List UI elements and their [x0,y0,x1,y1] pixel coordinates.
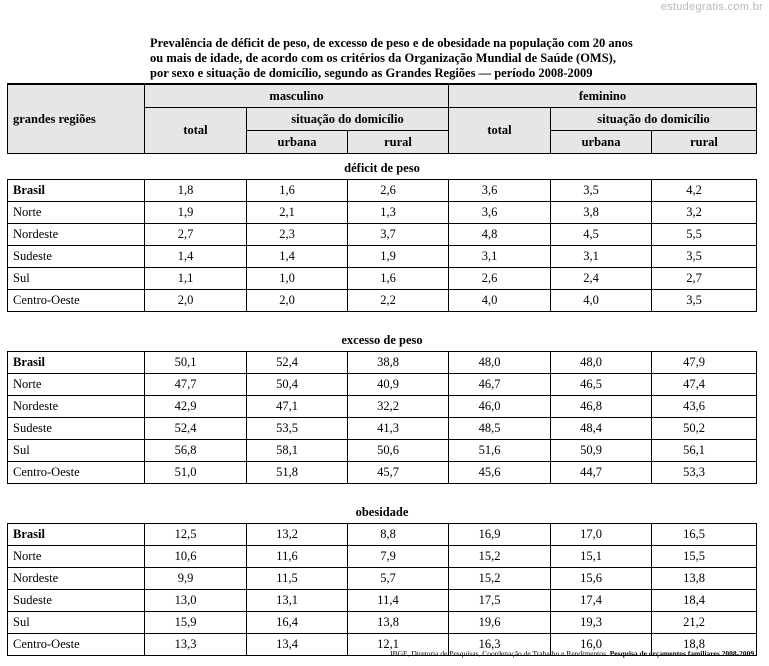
spacer-cell [8,484,757,499]
value-cell-f-total: 45,6 [449,462,551,484]
header-male-rural: rural [348,131,449,154]
value-cell-m-total: 50,1 [145,352,247,374]
value-cell-f-rur: 18,8 [652,634,757,656]
value-cell-f-total: 4,0 [449,290,551,312]
value-cell-f-rur: 21,2 [652,612,757,634]
value-cell-f-urb: 16,0 [551,634,652,656]
value-cell-f-rur: 15,5 [652,546,757,568]
value-cell-f-rur: 3,5 [652,290,757,312]
value-cell-f-rur: 3,5 [652,246,757,268]
section-row [8,154,757,180]
region-cell: Sudeste [8,418,145,440]
value-cell-m-urb: 1,4 [247,246,348,268]
value-cell-m-total: 51,0 [145,462,247,484]
title-line-2: ou mais de idade, de acordo com os critérios da Organização Mundial de Saúde (OMS), [150,51,616,65]
table-row [8,524,757,546]
table-title [150,36,633,81]
value-cell-m-total: 52,4 [145,418,247,440]
value-cell-f-rur: 13,8 [652,568,757,590]
watermark-text: estudegratis.com.br [660,1,763,13]
value-cell-m-rur: 8,8 [348,524,449,546]
value-cell-f-total: 3,1 [449,246,551,268]
value-cell-m-urb: 16,4 [247,612,348,634]
header-female-total: total [449,108,551,154]
value-cell-f-rur: 2,7 [652,268,757,290]
value-cell-f-rur: 3,2 [652,202,757,224]
value-cell-f-urb: 48,0 [551,352,652,374]
value-cell-m-total: 13,0 [145,590,247,612]
value-cell-f-total: 16,9 [449,524,551,546]
value-cell-f-rur: 18,4 [652,590,757,612]
region-cell: Sul [8,268,145,290]
region-cell: Nordeste [8,396,145,418]
value-cell-f-total: 51,6 [449,440,551,462]
region-cell: Brasil [8,524,145,546]
value-cell-f-total: 19,6 [449,612,551,634]
value-cell-m-total: 12,5 [145,524,247,546]
value-cell-f-rur: 16,5 [652,524,757,546]
value-cell-f-rur: 47,9 [652,352,757,374]
value-cell-m-rur: 50,6 [348,440,449,462]
value-cell-m-urb: 11,6 [247,546,348,568]
value-cell-m-urb: 2,0 [247,290,348,312]
value-cell-f-rur: 50,2 [652,418,757,440]
value-cell-f-total: 2,6 [449,268,551,290]
region-cell: Norte [8,202,145,224]
header-male-urban: urbana [247,131,348,154]
value-cell-m-rur: 1,3 [348,202,449,224]
value-cell-m-urb: 2,1 [247,202,348,224]
region-cell: Norte [8,374,145,396]
value-cell-m-rur: 40,9 [348,374,449,396]
region-cell: Nordeste [8,224,145,246]
value-cell-f-urb: 2,4 [551,268,652,290]
table-row [8,590,757,612]
value-cell-m-urb: 13,4 [247,634,348,656]
value-cell-f-total: 15,2 [449,568,551,590]
value-cell-m-urb: 13,2 [247,524,348,546]
value-cell-f-urb: 50,9 [551,440,652,462]
value-cell-f-urb: 19,3 [551,612,652,634]
value-cell-m-rur: 2,6 [348,180,449,202]
value-cell-f-total: 46,0 [449,396,551,418]
value-cell-m-urb: 47,1 [247,396,348,418]
value-cell-f-urb: 17,4 [551,590,652,612]
table-row [8,462,757,484]
region-cell: Brasil [8,180,145,202]
table-row [8,440,757,462]
value-cell-f-rur: 47,4 [652,374,757,396]
value-cell-m-total: 42,9 [145,396,247,418]
value-cell-m-total: 15,9 [145,612,247,634]
value-cell-m-total: 56,8 [145,440,247,462]
value-cell-f-total: 3,6 [449,202,551,224]
value-cell-f-total: 17,5 [449,590,551,612]
header-female-situation: situação do domicílio [551,108,757,131]
value-cell-f-urb: 46,8 [551,396,652,418]
region-cell: Sul [8,440,145,462]
value-cell-f-rur: 4,2 [652,180,757,202]
value-cell-m-rur: 41,3 [348,418,449,440]
table-row [8,352,757,374]
value-cell-f-total: 3,6 [449,180,551,202]
value-cell-m-rur: 1,6 [348,268,449,290]
value-cell-m-total: 1,1 [145,268,247,290]
value-cell-f-urb: 15,6 [551,568,652,590]
header-female: feminino [449,84,757,108]
value-cell-m-total: 10,6 [145,546,247,568]
value-cell-m-rur: 32,2 [348,396,449,418]
section-title: excesso de peso [341,332,423,347]
value-cell-m-urb: 13,1 [247,590,348,612]
value-cell-f-urb: 44,7 [551,462,652,484]
value-cell-m-urb: 1,6 [247,180,348,202]
header-female-urban: urbana [551,131,652,154]
value-cell-m-rur: 13,8 [348,612,449,634]
source-footnote [390,649,756,658]
value-cell-f-total: 48,5 [449,418,551,440]
title-line-3: por sexo e situação de domicílio, segundo as Grandes Regiões — período 2008-2009 [150,66,593,80]
region-cell: Nordeste [8,568,145,590]
region-cell: Sudeste [8,246,145,268]
header-male: masculino [145,84,449,108]
value-cell-m-rur: 5,7 [348,568,449,590]
value-cell-f-urb: 3,1 [551,246,652,268]
value-cell-m-urb: 2,3 [247,224,348,246]
value-cell-m-total: 1,8 [145,180,247,202]
value-cell-m-total: 2,0 [145,290,247,312]
table-row [8,568,757,590]
value-cell-f-urb: 4,5 [551,224,652,246]
value-cell-f-urb: 15,1 [551,546,652,568]
title-line-1: Prevalência de déficit de peso, de excesso de peso e de obesidade na população com 20 anos [150,36,633,50]
value-cell-f-urb: 3,8 [551,202,652,224]
section-row [8,498,757,524]
table-body [8,154,757,656]
value-cell-f-urb: 48,4 [551,418,652,440]
value-cell-m-total: 47,7 [145,374,247,396]
value-cell-m-total: 13,3 [145,634,247,656]
value-cell-m-rur: 38,8 [348,352,449,374]
value-cell-f-rur: 53,3 [652,462,757,484]
header-male-total: total [145,108,247,154]
value-cell-f-urb: 17,0 [551,524,652,546]
value-cell-f-total: 16,3 [449,634,551,656]
value-cell-m-rur: 1,9 [348,246,449,268]
region-cell: Norte [8,546,145,568]
value-cell-m-urb: 50,4 [247,374,348,396]
region-cell: Sul [8,612,145,634]
section-title: obesidade [355,504,409,519]
value-cell-m-total: 1,4 [145,246,247,268]
value-cell-f-total: 15,2 [449,546,551,568]
value-cell-m-urb: 52,4 [247,352,348,374]
header-female-rural: rural [652,131,757,154]
value-cell-f-total: 48,0 [449,352,551,374]
value-cell-m-urb: 1,0 [247,268,348,290]
value-cell-m-rur: 11,4 [348,590,449,612]
table-row [8,396,757,418]
footnote-source: IBGE, Diretoria de Pesquisas, Coordenação de Trabalho e Rendimentos. [390,649,608,658]
region-cell: Brasil [8,352,145,374]
value-cell-m-rur: 45,7 [348,462,449,484]
value-cell-f-rur: 56,1 [652,440,757,462]
value-cell-m-total: 1,9 [145,202,247,224]
table-row [8,202,757,224]
table-row [8,246,757,268]
value-cell-m-urb: 53,5 [247,418,348,440]
table-row [8,224,757,246]
table-header [8,84,757,154]
value-cell-f-total: 4,8 [449,224,551,246]
region-cell: Centro-Oeste [8,290,145,312]
section-spacer [8,312,757,327]
table-row [8,546,757,568]
value-cell-m-urb: 51,8 [247,462,348,484]
header-male-situation: situação do domicílio [247,108,449,131]
value-cell-f-urb: 46,5 [551,374,652,396]
table-row [8,418,757,440]
footnote-publication: Pesquisa de orçamentos familiares 2008-2009. [609,649,756,658]
value-cell-m-total: 9,9 [145,568,247,590]
section-title: déficit de peso [344,160,420,175]
region-cell: Sudeste [8,590,145,612]
region-cell: Centro-Oeste [8,634,145,656]
value-cell-m-urb: 11,5 [247,568,348,590]
value-cell-m-urb: 58,1 [247,440,348,462]
table-row [8,374,757,396]
value-cell-f-urb: 3,5 [551,180,652,202]
table-row [8,268,757,290]
value-cell-m-rur: 7,9 [348,546,449,568]
value-cell-m-rur: 12,1 [348,634,449,656]
value-cell-m-total: 2,7 [145,224,247,246]
value-cell-m-rur: 2,2 [348,290,449,312]
value-cell-f-rur: 5,5 [652,224,757,246]
value-cell-f-urb: 4,0 [551,290,652,312]
section-row [8,326,757,352]
table-row [8,612,757,634]
region-cell: Centro-Oeste [8,462,145,484]
header-regions: grandes regiões [8,84,145,154]
table-row [8,180,757,202]
table-row [8,290,757,312]
spacer-cell [8,312,757,327]
value-cell-m-rur: 3,7 [348,224,449,246]
data-table [7,83,757,656]
section-spacer [8,484,757,499]
value-cell-f-rur: 43,6 [652,396,757,418]
value-cell-f-total: 46,7 [449,374,551,396]
